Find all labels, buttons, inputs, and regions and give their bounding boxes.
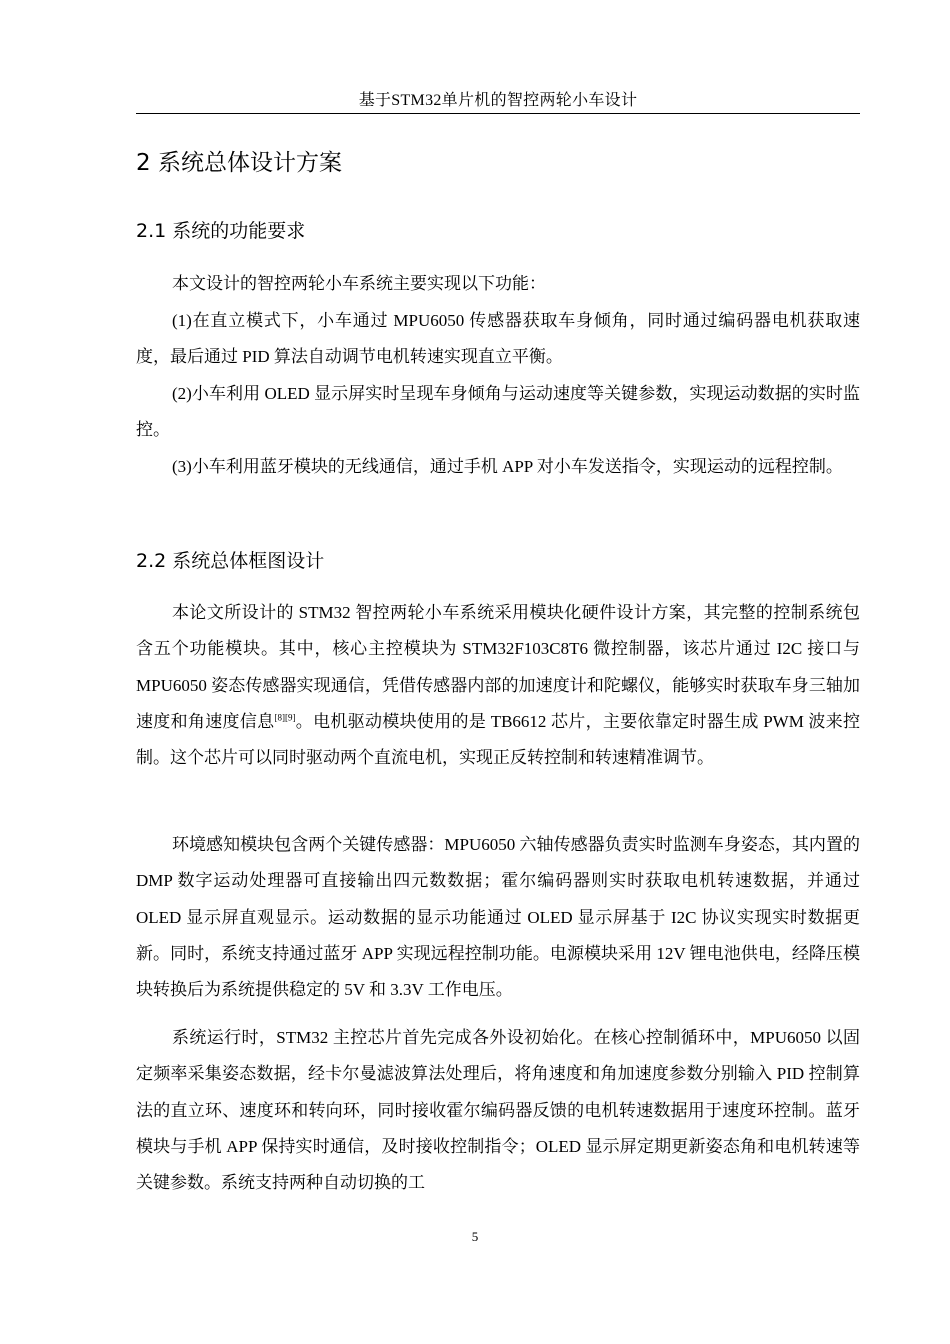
paragraph: 本文设计的智控两轮小车系统主要实现以下功能： <box>172 274 546 293</box>
paragraph: (3)小车利用蓝牙模块的无线通信，通过手机 APP 对小车发送指令，实现运动的远程控制。 <box>172 457 843 476</box>
paragraph-text: 本论文所设计的 STM32 智控两轮小车系统采用模块化硬件设计方案，其完整的控制系统包含五个功能模块。其中，核心主控模块为 STM32F103C8T6 微控制器，该芯片通过 I2C 接口与 MPU6050 姿态传感器实现通信，凭借传感器内部的加速度计和陀螺仪，能够实时获取车身三轴加速度和角速度信息 <box>136 603 860 731</box>
section-title-2-1: 2.1 系统的功能要求 <box>136 220 306 242</box>
paragraph: (2)小车利用 OLED 显示屏实时呈现车身倾角与运动速度等关键参数，实现运动数据的实时监控。 <box>136 384 860 440</box>
paragraph: (1)在直立模式下，小车通过 MPU6050 传感器获取车身倾角，同时通过编码器电机获取速度，最后通过 PID 算法自动调节电机转速实现直立平衡。 <box>136 311 860 367</box>
header-rule <box>136 113 860 114</box>
section-title-2-2: 2.2 系统总体框图设计 <box>136 550 325 572</box>
paragraph: 系统运行时，STM32 主控芯片首先完成各外设初始化。在核心控制循环中，MPU6050 以固定频率采集姿态数据，经卡尔曼滤波算法处理后，将角速度和角加速度参数分别输入 PID 控制算法的直立环、速度环和转向环，同时接收霍尔编码器反馈的电机转速数据用于速度环控制。蓝牙模块与手机 APP 保持实时通信，及时接收控制指令；OLED 显示屏定期更新姿态角和电机转速等关键参数。系统支持两种自动切换的工 <box>136 1028 860 1193</box>
citation-reference: [8][9] <box>274 712 296 723</box>
page-number: 5 <box>471 1229 479 1244</box>
paragraph: 环境感知模块包含两个关键传感器：MPU6050 六轴传感器负责实时监测车身姿态，其内置的 DMP 数字运动处理器可直接输出四元数数据；霍尔编码器则实时获取电机转速数据，并通过 OLED 显示屏直观显示。运动数据的显示功能通过 OLED 显示屏基于 I2C 协议实现实时数据更新。同时，系统支持通过蓝牙 APP 实现远程控制功能。电源模块采用 12V 锂电池供电，经降压模块转换后为系统提供稳定的 5V 和 3.3V 工作电压。 <box>136 835 860 1000</box>
running-header: 基于STM32单片机的智控两轮小车设计 <box>358 92 638 109</box>
paragraph-with-citation <box>136 595 860 776</box>
chapter-title: 2 系统总体设计方案 <box>136 150 342 176</box>
paragraph-text: 。电机驱动模块使用的是 TB6612 芯片，主要依靠定时器生成 PWM 波来控制。这个芯片可以同时驱动两个直流电机，实现正反转控制和转速精准调节。 <box>136 711 861 768</box>
